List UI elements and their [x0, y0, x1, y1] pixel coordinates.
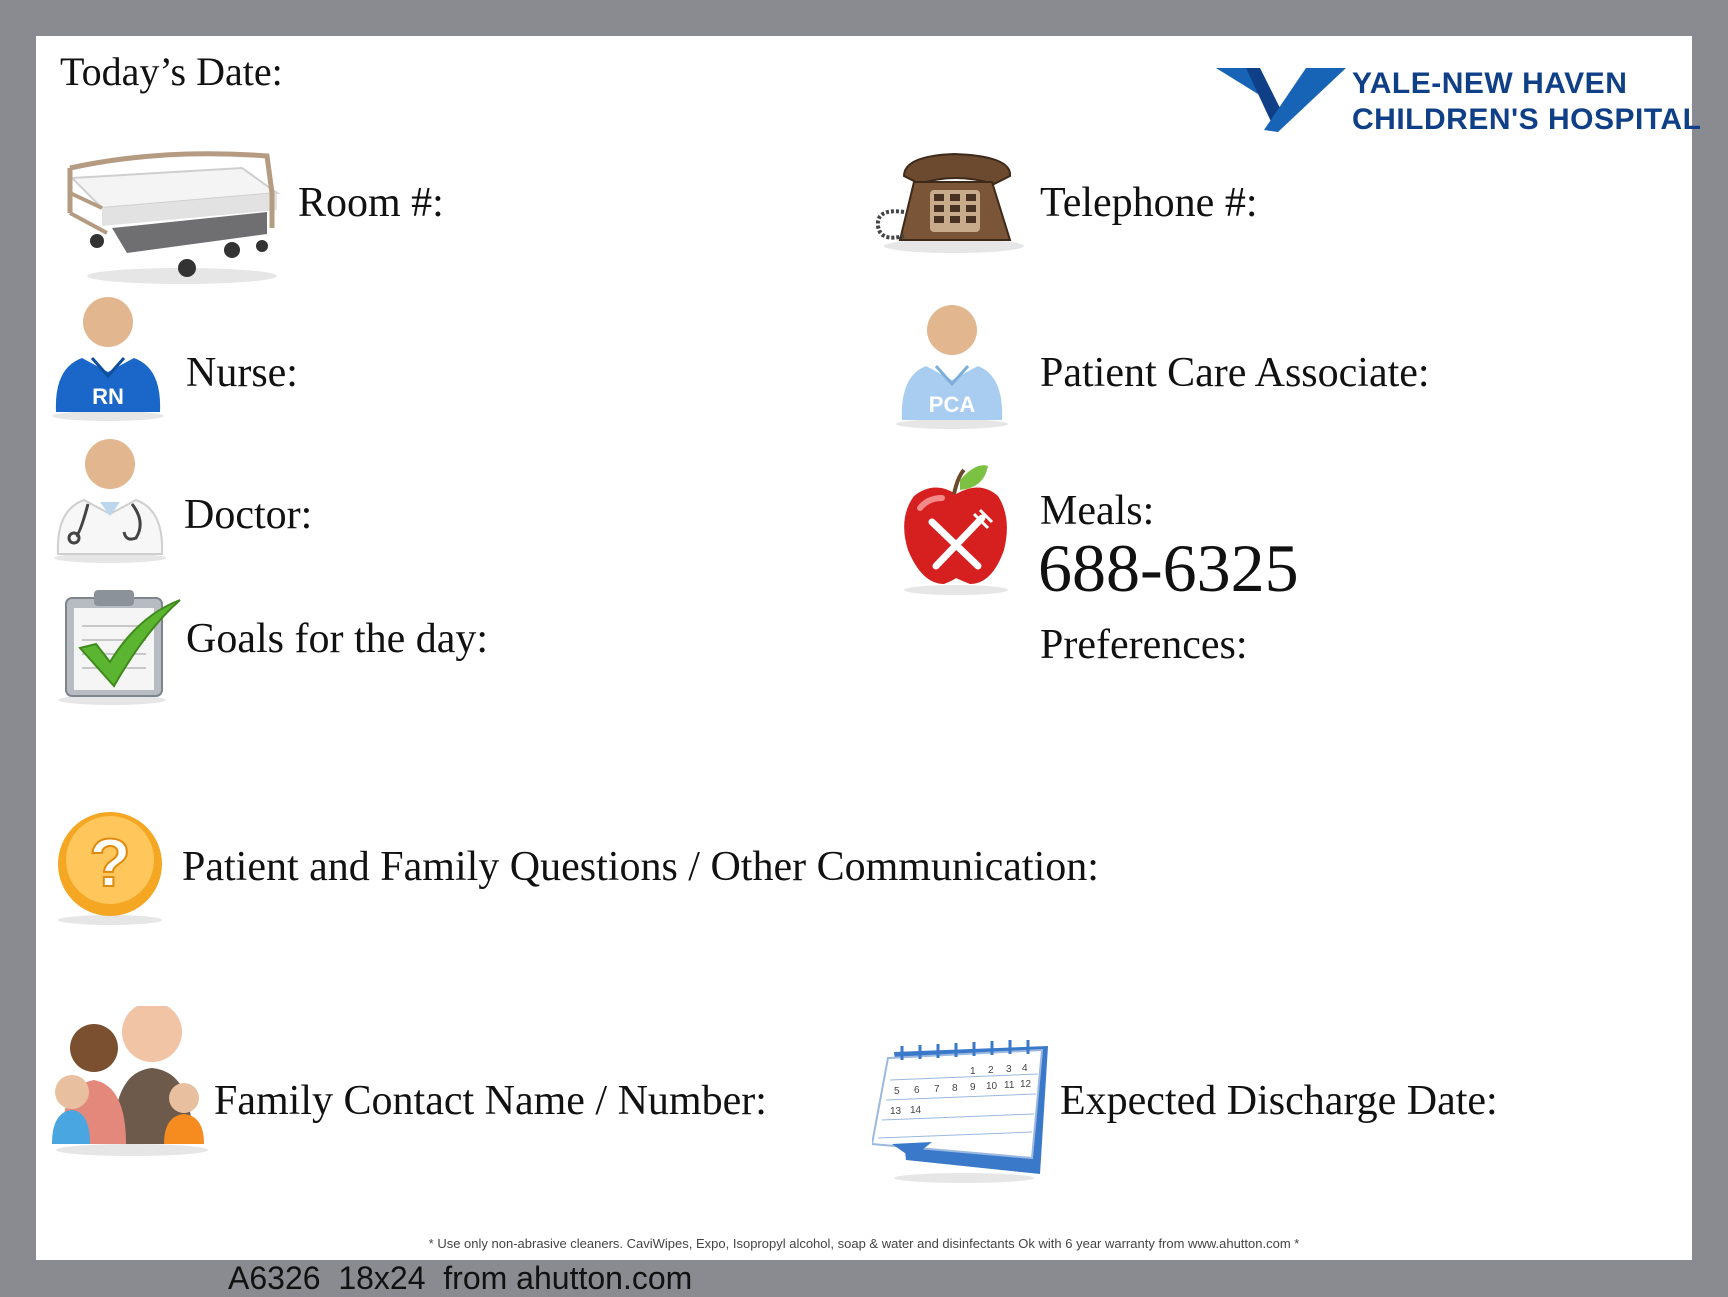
pca-badge-text: PCA: [928, 392, 976, 417]
family-icon: [52, 1006, 212, 1156]
room-label: Room #:: [298, 180, 444, 226]
calendar-day-9: 9: [970, 1082, 976, 1093]
nurse-badge-text: RN: [92, 384, 124, 409]
todays-date-label: Today’s Date:: [60, 49, 283, 94]
calendar-day-8: 8: [952, 1083, 958, 1094]
calendar-day-1: 1: [970, 1066, 976, 1077]
logo-text: [1352, 66, 1701, 138]
doctor-icon: [50, 438, 170, 563]
calendar-day-13: 13: [890, 1106, 902, 1117]
family-contact-label: Family Contact Name / Number:: [214, 1078, 767, 1124]
calendar-day-4: 4: [1022, 1063, 1028, 1074]
logo-line2: CHILDREN'S HOSPITAL: [1352, 103, 1702, 136]
cleaning-note: * Use only non-abrasive cleaners. CaviWipes, Expo, Isopropyl alcohol, soap & water and disinfectants Ok with 6 year warranty from www.ahutton.com *: [428, 1236, 1300, 1251]
discharge-label: Expected Discharge Date:: [1060, 1078, 1498, 1124]
telephone-icon: [864, 146, 1024, 256]
calendar-day-14: 14: [910, 1105, 922, 1116]
calendar-day-2: 2: [988, 1065, 994, 1076]
telephone-label: Telephone #:: [1040, 180, 1258, 226]
question-icon: [54, 810, 170, 926]
hospital-logo: [1216, 66, 1702, 136]
product-sku: A6326 18x24 from ahutton.com: [228, 1260, 693, 1296]
question-mark-text: ?: [89, 825, 131, 901]
calendar-day-3: 3: [1006, 1064, 1012, 1075]
calendar-day-11: 11: [1004, 1080, 1015, 1091]
apple-meal-icon: [898, 462, 1018, 597]
goals-label: Goals for the day:: [186, 616, 489, 662]
calendar-icon: [872, 1034, 1052, 1184]
logo-line1: YALE-NEW HAVEN: [1352, 67, 1628, 100]
calendar-day-10: 10: [986, 1081, 998, 1092]
meals-label: Meals:: [1040, 488, 1155, 534]
hospital-bed-icon: [62, 138, 282, 288]
pca-label: Patient Care Associate:: [1040, 350, 1430, 396]
meals-phone-number: 688-6325: [1038, 530, 1299, 606]
calendar-day-12: 12: [1020, 1079, 1032, 1090]
yale-logo-mark-icon: [1216, 66, 1346, 134]
preferences-label: Preferences:: [1040, 622, 1248, 668]
nurse-icon: [48, 296, 168, 421]
pca-icon: [892, 304, 1012, 429]
questions-label: Patient and Family Questions / Other Communication:: [182, 844, 1099, 890]
doctor-label: Doctor:: [184, 492, 313, 538]
calendar-day-5: 5: [894, 1086, 900, 1097]
calendar-day-6: 6: [914, 1085, 920, 1096]
calendar-day-7: 7: [934, 1084, 940, 1095]
nurse-label: Nurse:: [186, 350, 298, 396]
clipboard-check-icon: [54, 586, 184, 706]
